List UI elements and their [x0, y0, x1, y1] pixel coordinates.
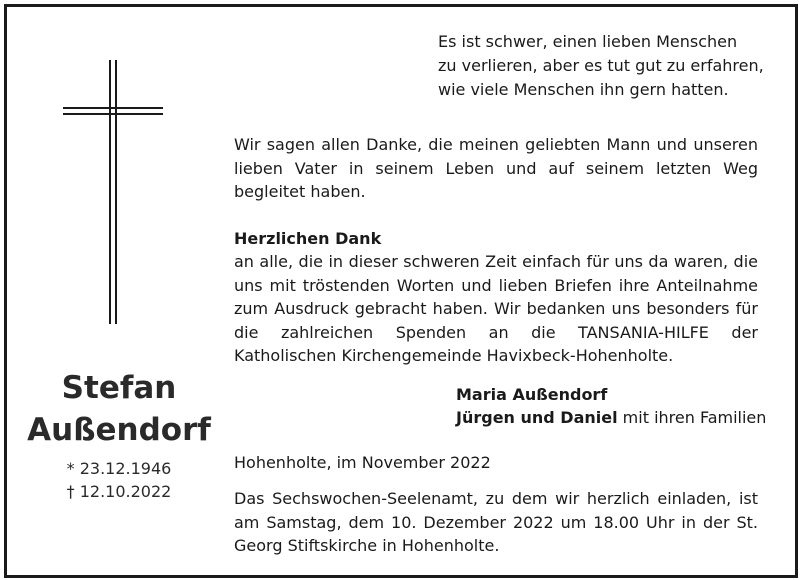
quote-line: zu verlieren, aber es tut gut zu erfahren,	[438, 56, 764, 75]
thanks-paragraph: Wir sagen allen Danke, die meinen geliebten Mann und unseren lieben Vater in seinem Leben und auf seinem letzten Weg begleitet haben.	[234, 135, 758, 201]
place-date: Hohenholte, im November 2022	[234, 453, 491, 472]
quote-line: wie viele Menschen ihn gern hatten.	[438, 80, 729, 99]
gratitude-heading: Herzlichen Dank	[234, 229, 382, 248]
signature-line-1: Maria Außendorf	[456, 385, 608, 404]
quote	[438, 30, 778, 102]
birth-date: * 23.12.1946	[66, 459, 172, 478]
signature-line-2	[456, 406, 766, 429]
death-date: † 12.10.2022	[66, 482, 172, 501]
mass-announcement: Das Sechswochen-Seelenamt, zu dem wir herzlich einladen, ist am Samstag, dem 10. Dezember 2022 um 18.00 Uhr in der St. Georg Stiftskirche in Hohenholte.	[234, 489, 758, 555]
deceased-first-name: Stefan	[61, 370, 177, 406]
quote-line: Es ist schwer, einen lieben Menschen	[438, 32, 738, 51]
cross-icon	[63, 60, 163, 325]
signature-names: Jürgen und Daniel	[456, 408, 618, 427]
signature-families: mit ihren Familien	[617, 408, 767, 427]
deceased-last-name: Außendorf	[27, 412, 211, 448]
gratitude-paragraph: an alle, die in dieser schweren Zeit einfach für uns da waren, die uns mit tröstenden Worten und lieben Briefen ihre Anteilnahme zum Ausdruck gebracht haben. Wir bedanken uns besonders für die zahlreichen Spenden an die TANSANIA-HILFE der Katholischen Kirchengemeinde Havixbeck-Hohenholte.	[234, 252, 758, 365]
